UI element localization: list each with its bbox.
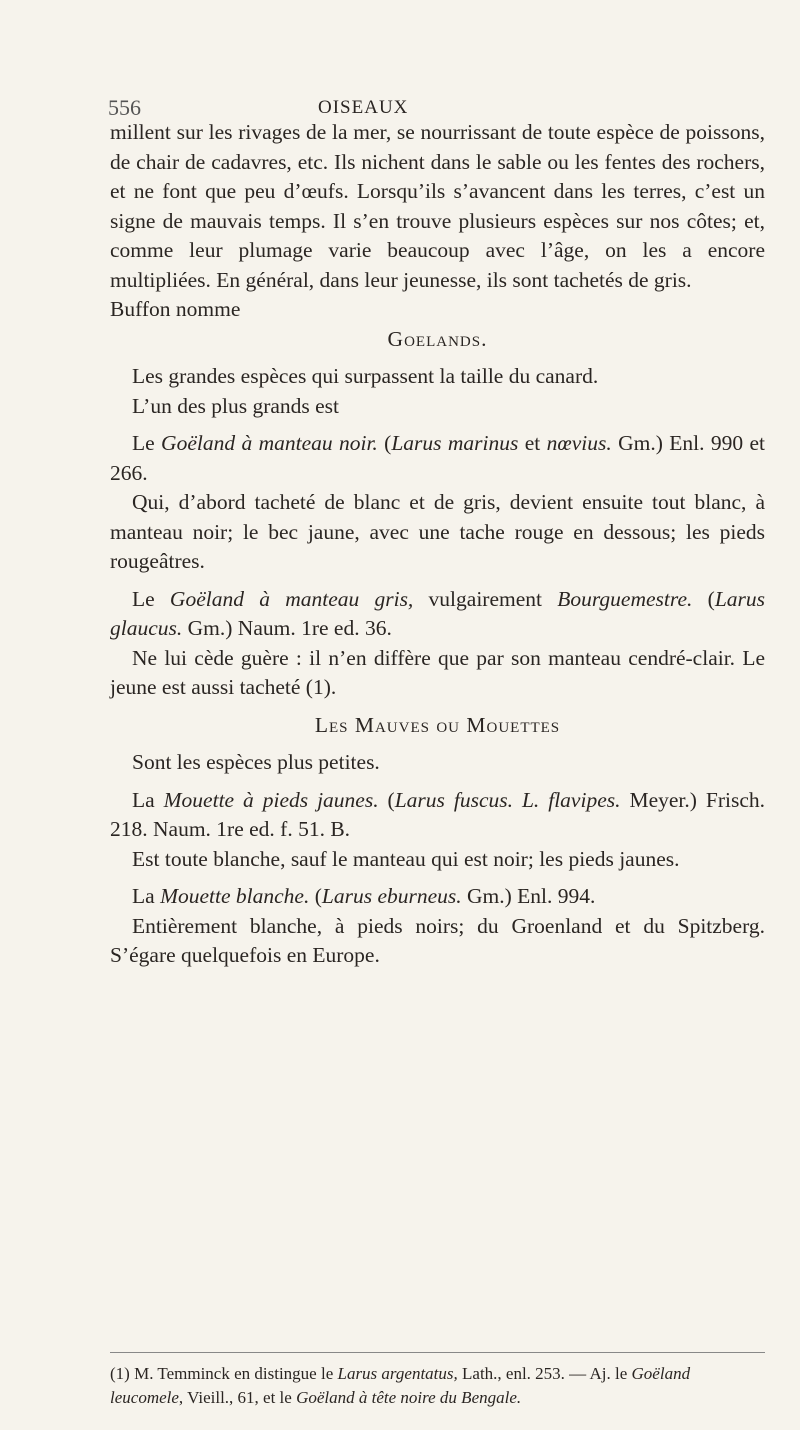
species-entry-goeland-manteau-gris: Le Goëland à manteau gris, vulgairement Bourguemestre. (Larus glaucus. Gm.) Naum. 1re ed. 36. [110, 586, 766, 640]
species-description: Qui, d’abord tacheté de blanc et de gris, devient ensuite tout blanc, à manteau noir; le bec jaune, avec une tache rouge en dessous; les pieds rougeâtres. [110, 490, 765, 573]
page-number: 556 [108, 95, 141, 120]
species-description: Est toute blanche, sauf le manteau qui est noir; les pieds jaunes. [132, 846, 680, 871]
buffon-line: Buffon nomme [110, 297, 241, 321]
species-entry-mouette-pieds-jaunes: La Mouette à pieds jaunes. (Larus fuscus. L. flavipes. Meyer.) Frisch. 218. Naum. 1re ed. f. 51. B. [110, 787, 765, 841]
species-entry-goeland-manteau-noir: Le Goëland à manteau noir. (Larus marinus et nœvius. Gm.) Enl. 990 et 266. [110, 431, 765, 485]
section-heading-goelands: Goelands. [387, 326, 488, 351]
species-description: Ne lui cède guère : il n’en diffère que par son manteau cendré-clair. Le jeune est aussi tacheté (1). [110, 645, 765, 699]
section-heading-mauves: Les Mauves ou Mouettes [314, 712, 561, 737]
species-description: Entièrement blanche, à pieds noirs; du Groenland et du Spitzberg. S’égare quelquefois en Europe. [110, 913, 765, 967]
footnote-rule [110, 1352, 765, 1353]
paragraph-un-des-plus-grands: L’un des plus grands est [132, 393, 340, 418]
footnote: (1) M. Temminck en distingue le Larus argentatus, Lath., enl. 253. — Aj. le Goëland leucomele, Vieill., 61, et le Goëland à tête noire du Bengale. [110, 1364, 691, 1407]
paragraph-grandes-especes: Les grandes espèces qui surpassent la taille du canard. [132, 364, 599, 388]
paragraph-continuation: millent sur les rivages de la mer, se nourrissant de toute espèce de poissons, de chair de cadavres, etc. Ils nichent dans le sable ou les fentes des rochers, et ne font que peu d’œufs. Lorsqu’ils s’avancent dans les terres, c’est un signe de mauvais temps. Il s’en trouve plusieurs espèces sur nos côtes; et, comme leur plumage varie beaucoup avec l’âge, on les a encore multipliées. En général, dans leur jeunesse, ils sont tachetés de gris. [110, 120, 765, 292]
running-title: OISEAUX [318, 97, 409, 118]
paragraph-especes-petites: Sont les espèces plus petites. [132, 750, 380, 774]
body-text [110, 118, 765, 971]
species-entry-mouette-blanche: La Mouette blanche. (Larus eburneus. Gm.) Enl. 994. [132, 884, 596, 908]
